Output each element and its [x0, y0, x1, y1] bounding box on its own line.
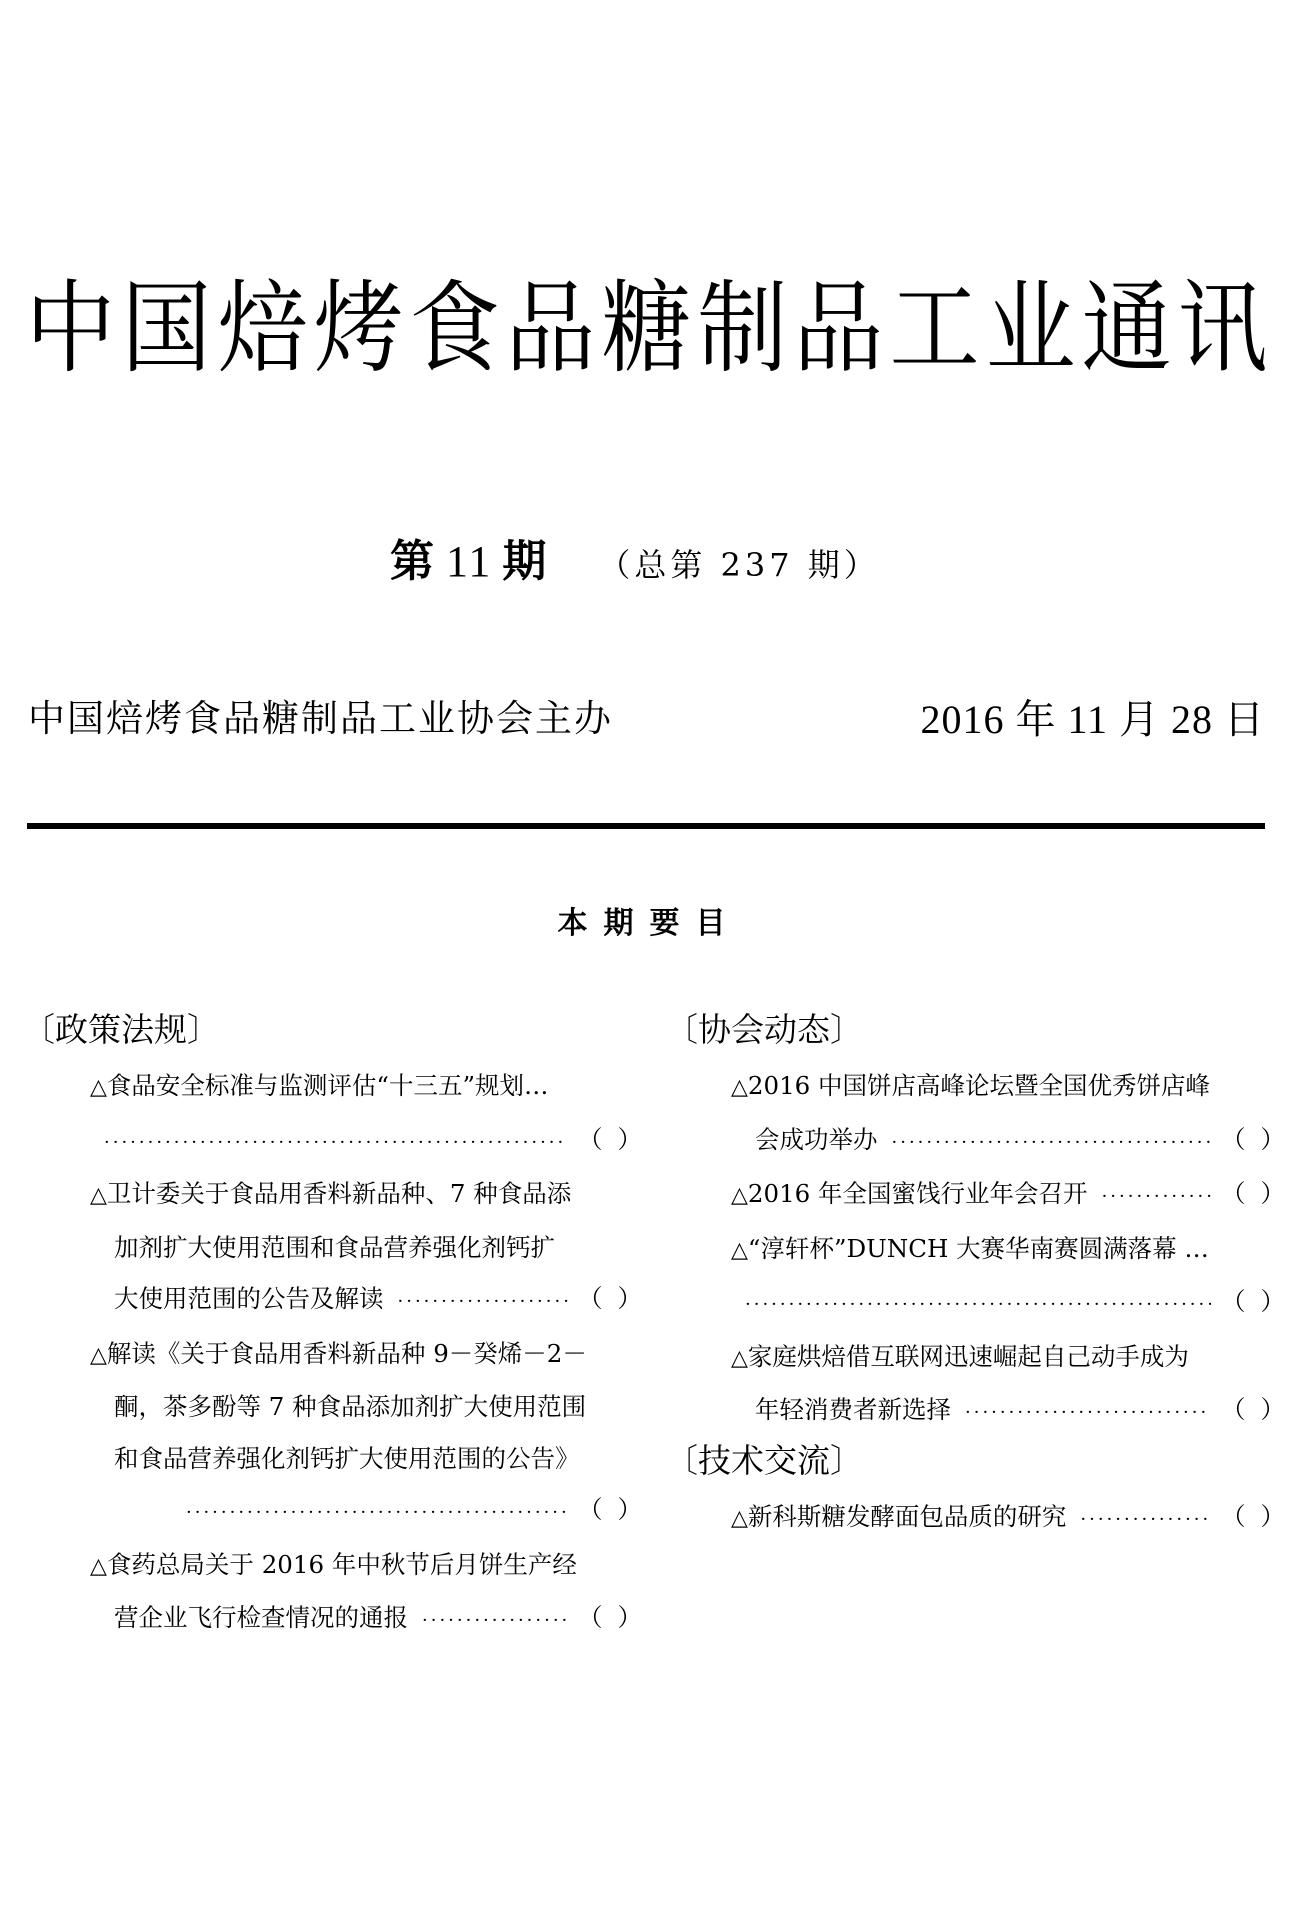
bracket-close: 〕	[187, 1010, 220, 1049]
triangle-bullet-icon: △	[731, 1075, 748, 1100]
header-divider	[27, 823, 1265, 829]
entry-title-cont: 大使用范围的公告及解读	[114, 1284, 384, 1313]
page-ref: （ ）	[1221, 1124, 1285, 1154]
triangle-bullet-icon: △	[90, 1183, 107, 1208]
bracket-open: 〔	[665, 1010, 698, 1049]
bracket-close: 〕	[830, 1010, 863, 1049]
organizer: 中国焙烤食品糖制品工业协会主办	[28, 697, 613, 740]
triangle-bullet-icon: △	[731, 1345, 748, 1371]
entry-leader-line	[22, 1484, 642, 1539]
entry-line	[22, 1433, 642, 1485]
entry-title-cont: 营企业飞行检查情况的通报	[114, 1603, 408, 1632]
triangle-bullet-icon: △	[90, 1075, 107, 1100]
section-heading-policy	[22, 1008, 642, 1052]
entry-leader-line	[22, 1114, 642, 1169]
dot-leader	[1102, 1171, 1211, 1223]
entry-line	[665, 1223, 1285, 1277]
dot-leader	[892, 1117, 1212, 1169]
toc-entry[interactable]	[22, 1328, 642, 1539]
entry-title-cont: 酮，茶多酚等 7 种食品添加剂扩大使用范围	[114, 1392, 587, 1421]
triangle-bullet-icon: △	[731, 1183, 748, 1208]
entry-leader-line	[665, 1276, 1285, 1331]
entry-title: 家庭烘焙借互联网迅速崛起自己动手成为	[747, 1341, 1189, 1371]
entry-title: 2016 中国饼店高峰论坛暨全国优秀饼店峰	[747, 1071, 1211, 1100]
bracket-open: 〔	[665, 1440, 698, 1480]
entry-title: 新科斯糖发酵面包品质的研究	[747, 1501, 1067, 1531]
toc-column-left	[22, 1008, 642, 1647]
dot-leader	[186, 1487, 568, 1539]
toc-entry[interactable]	[665, 1331, 1285, 1439]
bracket-open: 〔	[22, 1010, 55, 1049]
toc-entry[interactable]	[665, 1060, 1285, 1168]
page-ref: （ ）	[578, 1495, 642, 1524]
entry-line	[665, 1114, 1285, 1169]
triangle-bullet-icon: △	[90, 1342, 107, 1368]
entry-title-cont: 和食品营养强化剂钙扩大使用范围的公告》	[114, 1443, 580, 1473]
dot-leader	[422, 1595, 568, 1647]
entry-line	[22, 1592, 642, 1647]
entry-line	[665, 1060, 1285, 1114]
dot-leader	[104, 1117, 568, 1169]
toc-column-right	[665, 1008, 1285, 1545]
issue-number	[390, 525, 548, 589]
section-heading-technical	[665, 1439, 1285, 1483]
page-ref: （ ）	[578, 1603, 642, 1632]
entry-title: 2016 年全国蜜饯行业年会召开	[747, 1179, 1088, 1208]
toc-entry[interactable]	[665, 1491, 1285, 1546]
section-heading-label: 协会动态	[698, 1010, 830, 1049]
page-ref: （ ）	[1221, 1287, 1285, 1316]
page-ref: （ ）	[1221, 1501, 1285, 1531]
entry-title: 卫计委关于食品用香料新品种、7 种食品添	[106, 1179, 572, 1208]
page-ref: （ ）	[578, 1284, 642, 1313]
entry-title: 食品安全标准与监测评估“十三五”规划…	[106, 1071, 549, 1100]
dot-leader	[745, 1279, 1211, 1331]
entry-line	[22, 1381, 642, 1433]
toc-entry[interactable]	[22, 1060, 642, 1168]
issue-number-value: 11	[446, 537, 493, 586]
entry-title-cont: 会成功举办	[755, 1124, 878, 1154]
entry-line	[22, 1539, 642, 1593]
triangle-bullet-icon: △	[731, 1237, 748, 1263]
entry-line	[22, 1060, 642, 1114]
dot-leader	[965, 1387, 1211, 1439]
page-ref: （ ）	[578, 1124, 642, 1154]
entry-title-cont: 年轻消费者新选择	[755, 1395, 951, 1424]
dot-leader	[398, 1276, 569, 1328]
entry-line	[22, 1222, 642, 1274]
entry-title: 解读《关于食品用香料新品种 9－癸烯－2－	[106, 1338, 587, 1368]
section-heading-label: 政策法规	[55, 1010, 187, 1049]
bracket-close: 〕	[830, 1440, 863, 1480]
toc-entry[interactable]	[22, 1168, 642, 1328]
entry-line	[665, 1384, 1285, 1439]
issue-prefix: 第	[390, 536, 436, 587]
toc-title: 本期要目	[557, 906, 742, 941]
entry-line	[665, 1331, 1285, 1385]
entry-line	[22, 1168, 642, 1222]
issue-total-number: （总第 237 期）	[598, 546, 880, 584]
section-heading-label: 技术交流	[698, 1440, 830, 1480]
entry-line	[665, 1168, 1285, 1223]
toc-entry[interactable]	[665, 1168, 1285, 1223]
publication-date: 2016 年 11 月 28 日	[920, 697, 1265, 742]
page-ref: （ ）	[1221, 1179, 1285, 1208]
issue-info	[390, 525, 880, 589]
triangle-bullet-icon: △	[90, 1553, 107, 1579]
entry-line	[22, 1273, 642, 1328]
toc-entry[interactable]	[665, 1223, 1285, 1331]
entry-line	[22, 1328, 642, 1382]
toc-entry[interactable]	[22, 1539, 642, 1647]
section-heading-association	[665, 1008, 1285, 1052]
entry-title: “淳轩杯”DUNCH 大赛华南赛圆满落幕 …	[747, 1233, 1209, 1263]
issue-suffix: 期	[502, 536, 549, 587]
publication-title: 中国焙烤食品糖制品工业通讯	[25, 269, 1274, 388]
entry-title: 食药总局关于 2016 年中秋节后月饼生产经	[106, 1549, 577, 1579]
page-ref: （ ）	[1221, 1395, 1285, 1424]
dot-leader	[1080, 1494, 1211, 1546]
entry-line	[665, 1491, 1285, 1546]
triangle-bullet-icon: △	[731, 1505, 748, 1531]
entry-title-cont: 加剂扩大使用范围和食品营养强化剂钙扩	[114, 1232, 555, 1262]
